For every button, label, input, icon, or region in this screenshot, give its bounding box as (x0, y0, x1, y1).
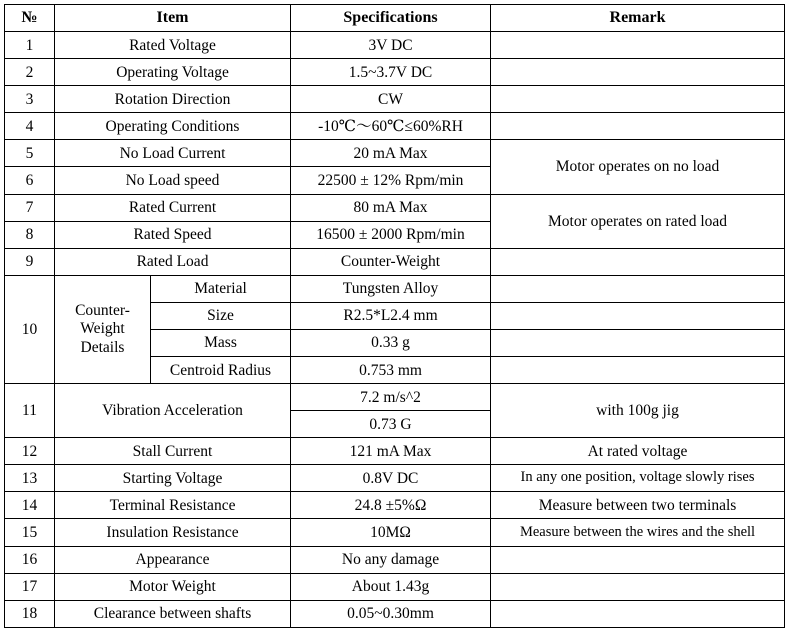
table-row (5, 546, 785, 573)
row-item: Operating Voltage (55, 59, 291, 86)
row-spec: 0.73 G (291, 411, 491, 438)
row-item: Starting Voltage (55, 465, 291, 492)
row-item: Vibration Acceleration (55, 384, 291, 438)
row-no: 12 (5, 438, 55, 465)
row-remark (491, 248, 785, 275)
row-no: 1 (5, 32, 55, 59)
row-item: Rated Voltage (55, 32, 291, 59)
row-item: Rated Load (55, 248, 291, 275)
row-item: No Load speed (55, 167, 291, 194)
row-item: Stall Current (55, 438, 291, 465)
row-item: No Load Current (55, 140, 291, 167)
remark-starting: In any one position, voltage slowly rises (491, 465, 785, 492)
row-spec: Tungsten Alloy (291, 275, 491, 302)
remark-vibration: with 100g jig (491, 384, 785, 438)
row-spec: 20 mA Max (291, 140, 491, 167)
header-no: № (5, 5, 55, 32)
row-no: 8 (5, 221, 55, 248)
counterweight-sub-label: Size (151, 302, 291, 329)
row-no: 16 (5, 546, 55, 573)
row-remark (491, 546, 785, 573)
row-remark (491, 86, 785, 113)
row-no: 10 (5, 275, 55, 383)
table-row (5, 573, 785, 600)
row-spec: Counter-Weight (291, 248, 491, 275)
row-no: 11 (5, 384, 55, 438)
remark-stall: At rated voltage (491, 438, 785, 465)
table-row (5, 86, 785, 113)
row-no: 2 (5, 59, 55, 86)
table-row (5, 519, 785, 546)
table-row (5, 492, 785, 519)
row-item: Terminal Resistance (55, 492, 291, 519)
row-item: Rotation Direction (55, 86, 291, 113)
row-remark (491, 275, 785, 302)
row-no: 6 (5, 167, 55, 194)
row-remark (491, 329, 785, 356)
row-no: 3 (5, 86, 55, 113)
row-spec: 0.8V DC (291, 465, 491, 492)
table-row (5, 59, 785, 86)
row-no: 15 (5, 519, 55, 546)
row-spec: 7.2 m/s^2 (291, 384, 491, 411)
table-row (5, 275, 785, 302)
row-remark (491, 573, 785, 600)
row-spec: 16500 ± 2000 Rpm/min (291, 221, 491, 248)
counterweight-sub-label: Mass (151, 329, 291, 356)
row-item: Motor Weight (55, 573, 291, 600)
row-spec: 1.5~3.7V DC (291, 59, 491, 86)
counterweight-sub-label: Centroid Radius (151, 357, 291, 384)
specifications-table (4, 4, 785, 628)
table-row (5, 384, 785, 411)
row-spec: No any damage (291, 546, 491, 573)
header-spec: Specifications (291, 5, 491, 32)
row-spec: About 1.43g (291, 573, 491, 600)
row-no: 18 (5, 600, 55, 627)
row-item: Clearance between shafts (55, 600, 291, 627)
row-spec: 0.33 g (291, 329, 491, 356)
row-spec: 80 mA Max (291, 194, 491, 221)
header-remark: Remark (491, 5, 785, 32)
row-no: 14 (5, 492, 55, 519)
row-remark (491, 113, 785, 140)
table-row (5, 113, 785, 140)
table-row (5, 140, 785, 167)
row-item: Insulation Resistance (55, 519, 291, 546)
row-spec: 10MΩ (291, 519, 491, 546)
row-no: 4 (5, 113, 55, 140)
row-no: 13 (5, 465, 55, 492)
row-remark (491, 32, 785, 59)
remark-terminal: Measure between two terminals (491, 492, 785, 519)
table-row (5, 194, 785, 221)
table-row (5, 600, 785, 627)
table-row (5, 248, 785, 275)
row-item: Operating Conditions (55, 113, 291, 140)
counterweight-sub-label: Material (151, 275, 291, 302)
row-item: Rated Speed (55, 221, 291, 248)
remark-insulation: Measure between the wires and the shell (491, 519, 785, 546)
row-spec: 0.753 mm (291, 357, 491, 384)
header-row (5, 5, 785, 32)
row-spec: 0.05~0.30mm (291, 600, 491, 627)
row-remark (491, 302, 785, 329)
row-no: 7 (5, 194, 55, 221)
row-item: Rated Current (55, 194, 291, 221)
row-remark (491, 59, 785, 86)
row-item: Appearance (55, 546, 291, 573)
row-spec: 24.8 ±5%Ω (291, 492, 491, 519)
row-spec: R2.5*L2.4 mm (291, 302, 491, 329)
row-spec: 3V DC (291, 32, 491, 59)
table-row (5, 32, 785, 59)
row-remark (491, 357, 785, 384)
row-remark (491, 600, 785, 627)
counterweight-details-label: Counter-Weight Details (55, 275, 151, 383)
row-spec: CW (291, 86, 491, 113)
header-item: Item (55, 5, 291, 32)
remark-rated-load: Motor operates on rated load (491, 194, 785, 248)
row-spec: 121 mA Max (291, 438, 491, 465)
row-no: 17 (5, 573, 55, 600)
remark-no-load: Motor operates on no load (491, 140, 785, 194)
row-no: 9 (5, 248, 55, 275)
row-spec: -10℃～60℃≤60%RH (291, 113, 491, 140)
row-spec: 22500 ± 12% Rpm/min (291, 167, 491, 194)
row-no: 5 (5, 140, 55, 167)
table-row (5, 438, 785, 465)
table-row (5, 465, 785, 492)
